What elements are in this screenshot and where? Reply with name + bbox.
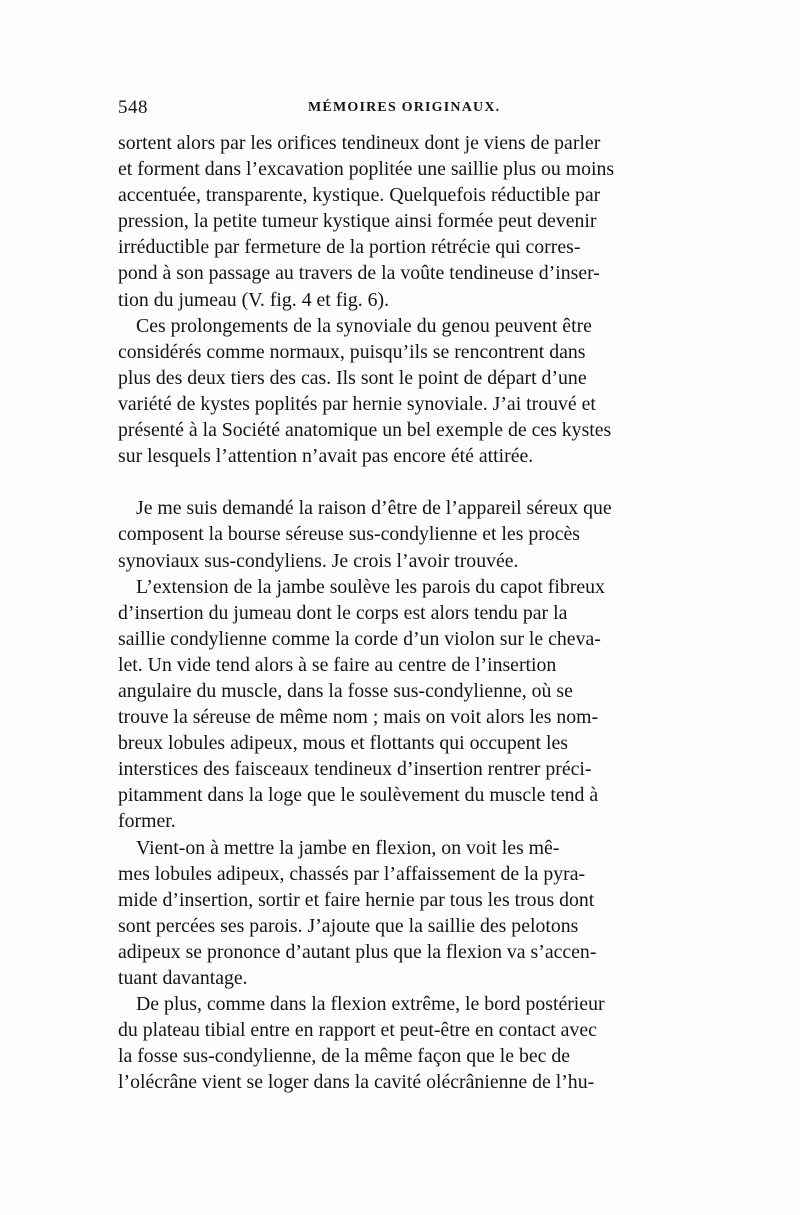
text-line: irréductible par fermeture de la portion rétrécie qui corres-	[118, 236, 581, 259]
text-line: présenté à la Société anatomique un bel exemple de ces kystes	[118, 419, 612, 442]
text-line: breux lobules adipeux, mous et flottants qui occupent les	[118, 732, 568, 755]
text-line: saillie condylienne comme la corde d’un violon sur le cheva-	[118, 627, 601, 650]
text-line: considérés comme normaux, puisqu’ils se rencontrent dans	[118, 340, 586, 363]
running-title: MÉMOIRES ORIGINAUX.	[308, 100, 501, 115]
paragraph-start-line: De plus, comme dans la flexion extrême, le bord postérieur	[136, 993, 605, 1016]
text-line: accentuée, transparente, kystique. Quelquefois réductible par	[118, 184, 601, 207]
text-line: adipeux se prononce d’autant plus que la flexion va s’accen-	[118, 940, 597, 963]
text-line: tuant davantage.	[118, 967, 248, 989]
text-line: plus des deux tiers des cas. Ils sont le point de départ d’une	[118, 366, 587, 389]
paragraph-start-line: Ces prolongements de la synoviale du genou peuvent être	[136, 314, 592, 337]
page-header	[118, 97, 700, 123]
text-line: interstices des faisceaux tendineux d’insertion rentrer préci-	[118, 758, 592, 781]
text-line: pond à son passage au travers de la voûte tendineuse d’inser-	[118, 262, 600, 285]
text-line: let. Un vide tend alors à se faire au centre de l’insertion	[118, 653, 557, 676]
body-text	[118, 130, 684, 1095]
text-line: sortent alors par les orifices tendineux dont je viens de parler	[118, 132, 601, 154]
text-line: former.	[118, 810, 176, 833]
paragraph-start-line: Vient-on à mettre la jambe en flexion, on voit les mê-	[136, 836, 560, 859]
text-line: sur lesquels l’attention n’avait pas encore été attirée.	[118, 445, 534, 468]
text-line: et forment dans l’excavation poplitée une saillie plus ou moins	[118, 158, 615, 181]
text-line: la fosse sus-condylienne, de la même façon que le bec de	[118, 1045, 571, 1068]
text-line: d’insertion du jumeau dont le corps est alors tendu par la	[118, 601, 568, 624]
text-line: du plateau tibial entre en rapport et peut-être en contact avec	[118, 1019, 597, 1042]
paragraph-start-line: L’extension de la jambe soulève les parois du capot fibreux	[136, 575, 605, 598]
text-line: tion du jumeau (V. fig. 4 et fig. 6).	[118, 288, 390, 311]
text-line: l’olécrâne vient se loger dans la cavité olécrânienne de l’hu-	[118, 1071, 595, 1094]
text-line: composent la bourse séreuse sus-condylienne et les procès	[118, 523, 580, 546]
text-line: variété de kystes poplités par hernie synoviale. J’ai trouvé et	[118, 392, 596, 415]
text-line: sont percées ses parois. J’ajoute que la saillie des pelotons	[118, 914, 579, 937]
text-line: synoviaux sus-condyliens. Je crois l’avoir trouvée.	[118, 549, 519, 572]
text-line: trouve la séreuse de même nom ; mais on voit alors les nom-	[118, 706, 599, 729]
text-line: mide d’insertion, sortir et faire hernie par tous les trous dont	[118, 888, 595, 911]
text-line: pitamment dans la loge que le soulèvement du muscle tend à	[118, 784, 599, 807]
text-line: mes lobules adipeux, chassés par l’affaissement de la pyra-	[118, 862, 586, 885]
page-number: 548	[118, 97, 148, 118]
paragraph-start-line: Je me suis demandé la raison d’être de l’appareil séreux que	[136, 497, 612, 520]
text-line: angulaire du muscle, dans la fosse sus-condylienne, où se	[118, 679, 573, 702]
text-line: pression, la petite tumeur kystique ainsi formée peut devenir	[118, 210, 597, 233]
paragraph-gap	[118, 469, 684, 495]
